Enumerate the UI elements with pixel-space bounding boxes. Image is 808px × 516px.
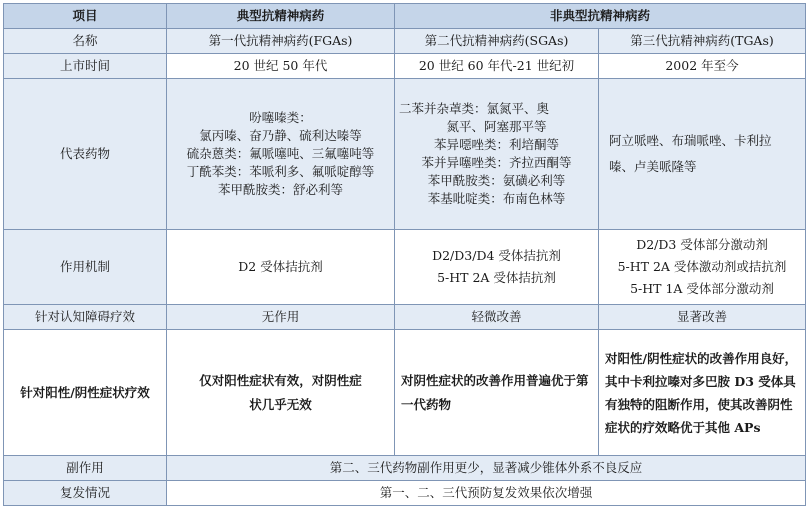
header-item: 项目 — [4, 4, 167, 29]
relapse-value: 第一、二、三代预防复发效果依次增强 — [167, 481, 806, 506]
row-label-name: 名称 — [4, 29, 167, 54]
row-efficacy — [4, 330, 806, 456]
drugs-fga-line: 苯甲酰胺类：舒必利等 — [217, 182, 343, 197]
row-label-relapse: 复发情况 — [4, 481, 167, 506]
row-label-side-effects: 副作用 — [4, 456, 167, 481]
row-mechanism — [4, 230, 806, 305]
side-effects-value: 第二、三代药物副作用更少，显著减少锥体外系不良反应 — [167, 456, 806, 481]
row-label-launch: 上市时间 — [4, 54, 167, 79]
cognitive-fga: 无作用 — [167, 305, 395, 330]
mechanism-tga-line: 5-HT 1A 受体部分激动剂 — [630, 281, 774, 296]
drugs-tga-text: 阿立哌唑、布瑞哌唑、卡利拉嗪、卢美哌隆等 — [609, 133, 772, 174]
row-relapse — [4, 481, 806, 506]
drugs-fga-line: 吩噻嗪类： — [249, 110, 312, 125]
mechanism-sga — [395, 230, 599, 305]
efficacy-tga-text: 对阳性/阴性症状的改善作用良好，其中卡利拉嗪对多巴胺 D3 受体具有独特的阻断作用，使其改善阴性症状的疗效略优于其他 APs — [605, 350, 798, 435]
launch-sga: 20 世纪 60 年代-21 世纪初 — [395, 54, 599, 79]
efficacy-sga-text: 对阴性症状的改善作用普遍优于第一代药物 — [401, 372, 589, 412]
drugs-fga-line: 氯丙嗪、奋乃静、硫利达嗪等 — [199, 128, 362, 143]
mechanism-tga — [599, 230, 806, 305]
efficacy-fga-text: 仅对阳性症状有效，对阴性症状几乎无效 — [199, 372, 362, 412]
drugs-sga-line: 苯甲酰胺类：氨磺必利等 — [427, 173, 566, 188]
row-drugs — [4, 79, 806, 230]
mechanism-tga-line: 5-HT 2A 受体激动剂或拮抗剂 — [617, 259, 787, 274]
name-fga: 第一代抗精神病药(FGAs) — [167, 29, 395, 54]
efficacy-fga — [167, 330, 395, 456]
drugs-sga-line: 氮平、阿塞那平等 — [446, 119, 547, 134]
row-cognitive — [4, 305, 806, 330]
row-name — [4, 29, 806, 54]
launch-fga: 20 世纪 50 年代 — [167, 54, 395, 79]
efficacy-tga — [599, 330, 806, 456]
comparison-table — [3, 3, 806, 506]
efficacy-sga — [395, 330, 599, 456]
row-side-effects — [4, 456, 806, 481]
drugs-fga-line: 硫杂蒽类：氟哌噻吨、三氟噻吨等 — [186, 146, 375, 161]
name-tga: 第三代抗精神病药(TGAs) — [599, 29, 806, 54]
drugs-sga-line: 二苯并杂䓬类：氯氮平、奥 — [399, 101, 550, 116]
mechanism-tga-line: D2/D3 受体部分激动剂 — [636, 237, 768, 252]
mechanism-sga-line: D2/D3/D4 受体拮抗剂 — [432, 248, 561, 263]
drugs-sga-line: 苯并异噻唑类：齐拉西酮等 — [421, 155, 572, 170]
name-sga: 第二代抗精神病药(SGAs) — [395, 29, 599, 54]
cognitive-sga: 轻微改善 — [395, 305, 599, 330]
mechanism-sga-line: 5-HT 2A 受体拮抗剂 — [437, 270, 556, 285]
mechanism-fga: D2 受体拮抗剂 — [167, 230, 395, 305]
header-row — [4, 4, 806, 29]
drugs-sga-line: 苯基吡啶类：布南色林等 — [427, 191, 566, 206]
row-launch — [4, 54, 806, 79]
row-label-mechanism: 作用机制 — [4, 230, 167, 305]
drugs-fga — [167, 79, 395, 230]
header-typical: 典型抗精神病药 — [167, 4, 395, 29]
cognitive-tga: 显著改善 — [599, 305, 806, 330]
row-label-drugs: 代表药物 — [4, 79, 167, 230]
header-atypical: 非典型抗精神病药 — [395, 4, 806, 29]
row-label-efficacy: 针对阳性/阴性症状疗效 — [4, 330, 167, 456]
drugs-fga-line: 丁酰苯类：苯哌利多、氟哌啶醇等 — [186, 164, 375, 179]
row-label-cognitive: 针对认知障碍疗效 — [4, 305, 167, 330]
drugs-sga — [395, 79, 599, 230]
launch-tga: 2002 年至今 — [599, 54, 806, 79]
drugs-sga-line: 苯异噁唑类：利培酮等 — [433, 137, 559, 152]
drugs-tga — [599, 79, 806, 230]
